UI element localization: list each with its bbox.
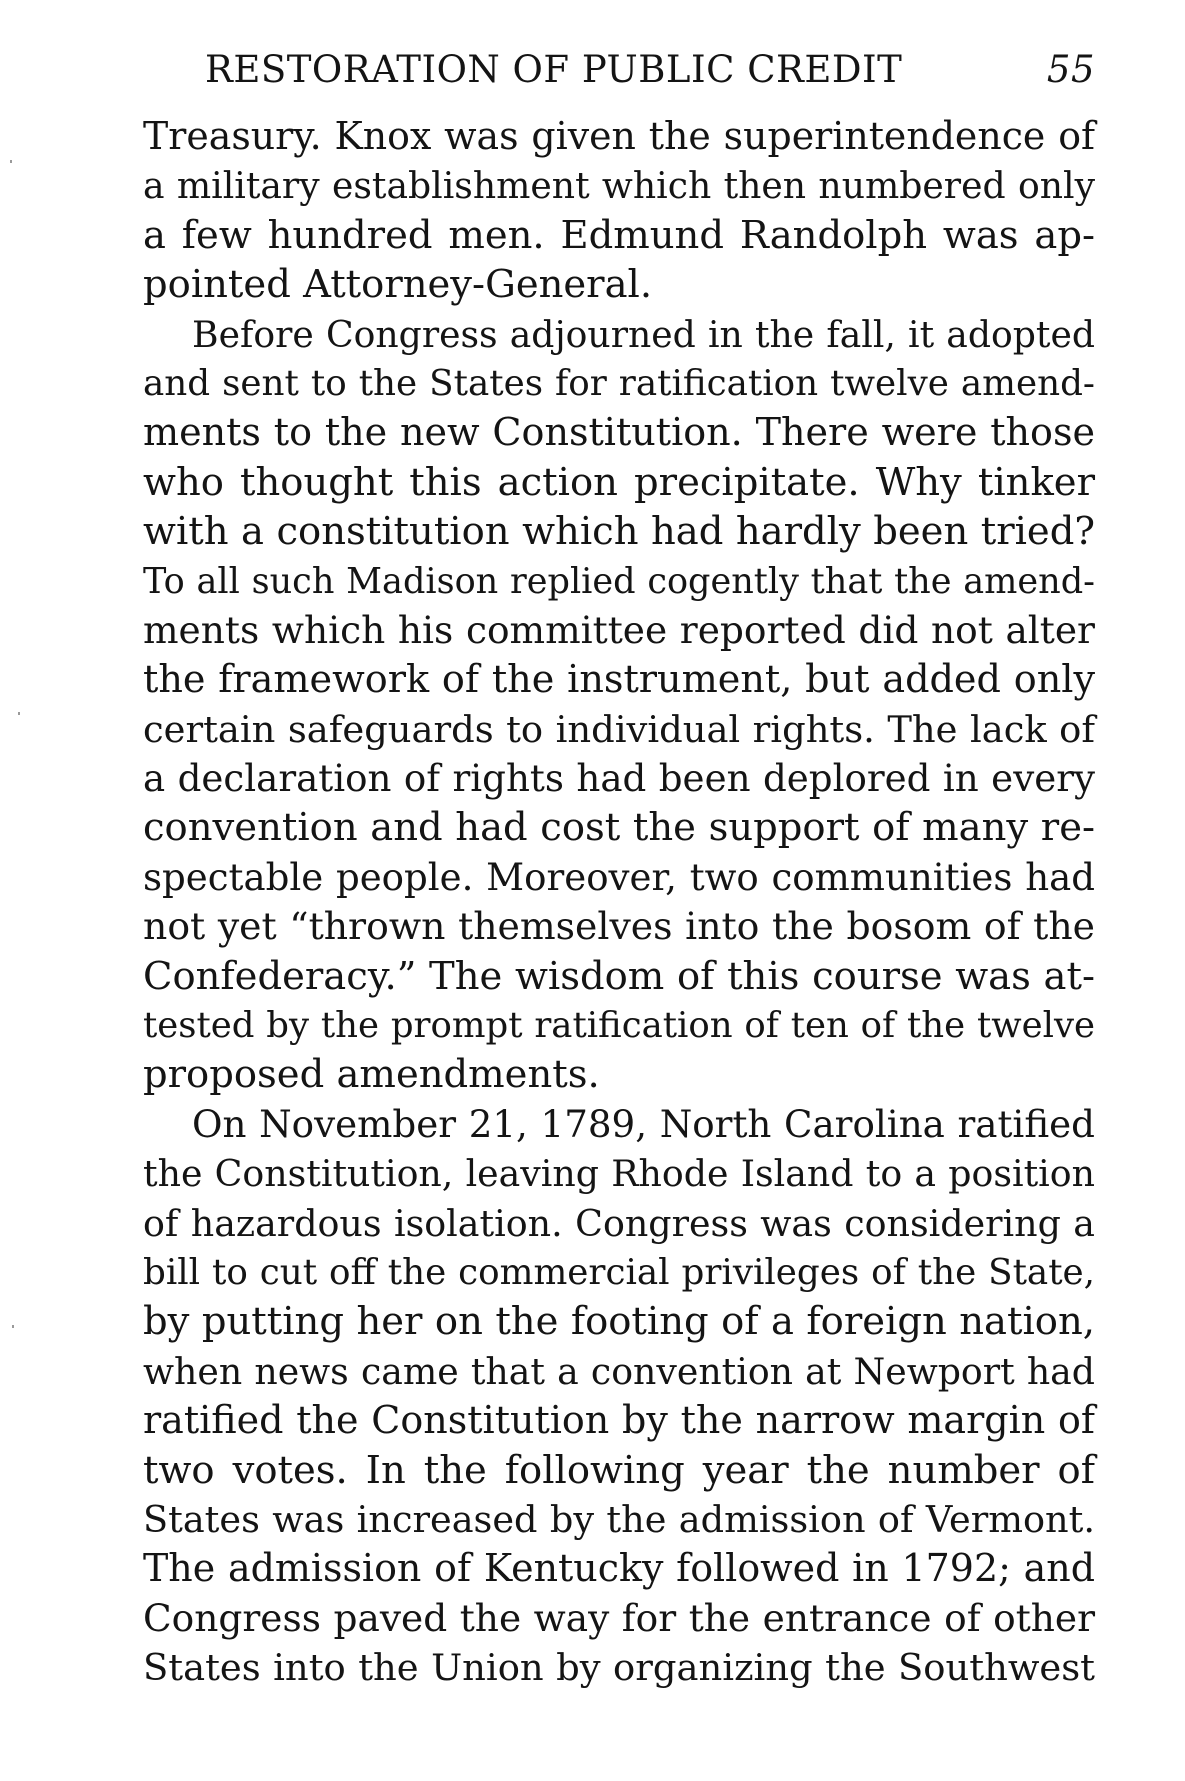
text-line: tested by the prompt ratification of ten of the twelve [143,1005,1095,1047]
text-line: with a constitution which had hardly been tried? [143,509,1095,555]
text-line: ratified the Constitution by the narrow margin of [143,1398,1095,1443]
body-text [143,112,1095,1693]
text-line: spectable people. Moreover, two communities had [143,855,1095,899]
text-line: Congress paved the way for the entrance of other [143,1595,1095,1640]
text-line: States was increased by the admission of Vermont. [143,1497,1095,1541]
text-line: Confederacy.” The wisdom of this course was at- [143,953,1095,999]
text-line: not yet “thrown themselves into the bosom of the [143,904,1095,949]
text-line: a few hundred men. Edmund Randolph was ap- [143,212,1095,258]
scan-speck [18,712,20,715]
text-line: and sent to the States for ratification twelve amend- [143,362,1095,404]
text-line: convention and had cost the support of many re- [143,805,1095,851]
text-line: a military establishment which then numbered only [143,164,1095,208]
text-line: Treasury. Knox was given the superintendence of [143,114,1095,158]
text-line: certain safeguards to individual rights. The lack of [143,707,1095,751]
text-line: proposed amendments. [143,1052,600,1098]
running-head [205,42,1095,98]
text-line: On November 21, 1789, North Carolina ratified [192,1101,1095,1146]
text-line: a declaration of rights had been deplored in every [143,756,1095,801]
scan-speck [10,160,12,163]
text-line: ments to the new Constitution. There were those [143,410,1095,455]
text-line: the Constitution, leaving Rhode Island to a position [143,1152,1095,1196]
text-line: who thought this action precipitate. Why tinker [143,459,1095,505]
paragraph-north-carolina [143,1100,1095,1693]
text-line: bill to cut off the commercial privileges of the State, [143,1251,1095,1293]
text-line: two votes. In the following year the number of [143,1447,1095,1493]
text-line: States into the Union by organizing the Southwest [143,1646,1095,1690]
text-line: pointed Attorney-General. [143,262,653,308]
text-line: the framework of the instrument, but added only [143,657,1095,702]
text-line: by putting her on the footing of a foreign nation, [143,1299,1095,1345]
scan-speck [12,1325,14,1328]
text-line: The admission of Kentucky followed in 1792; and [143,1546,1095,1591]
running-head-title: RESTORATION OF PUBLIC CREDIT [205,48,903,91]
page-number: 55 [1046,48,1095,91]
paragraph-continued [143,112,1095,310]
paragraph-amendments [143,310,1095,1100]
text-line: To all such Madison replied cogently that the amend- [143,560,1095,602]
text-line: of hazardous isolation. Congress was considering a [143,1201,1095,1245]
text-line: Before Congress adjourned in the fall, it adopted [192,312,1095,356]
text-line: ments which his committee reported did not alter [143,607,1095,652]
text-line: when news came that a convention at Newport had [143,1349,1095,1393]
